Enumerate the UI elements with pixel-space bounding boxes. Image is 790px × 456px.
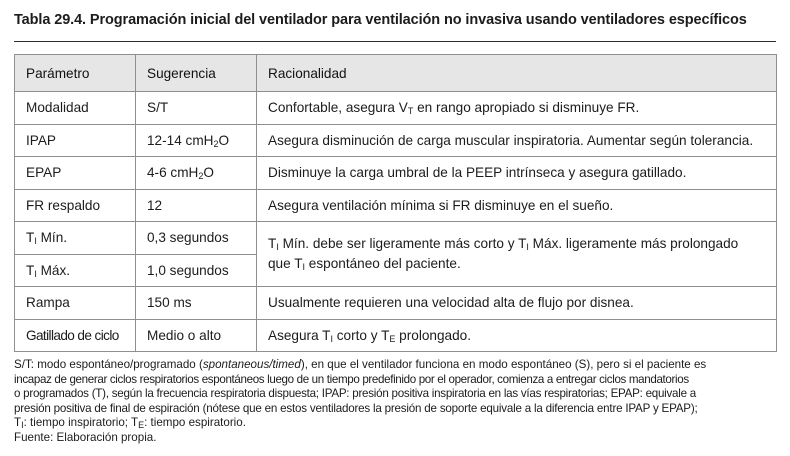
header-sugerencia: Sugerencia — [136, 55, 257, 92]
header-row — [15, 55, 777, 92]
table-row — [15, 287, 777, 320]
cell-parametro: FR respaldo — [15, 189, 136, 222]
cell-sugerencia: 0,3 segundos — [136, 222, 257, 255]
cell-parametro: IPAP — [15, 124, 136, 157]
cell-parametro: $T_I$ Máx. — [15, 254, 136, 287]
cell-parametro: Rampa — [15, 287, 136, 320]
cell-racionalidad: Asegura ventilación mínima si FR disminuye en el sueño. — [257, 189, 777, 222]
cell-racionalidad: Disminuye la carga umbral de la PEEP intrínseca y asegura gatillado. — [257, 157, 777, 190]
cell-racionalidad: Usualmente requieren una velocidad alta de flujo por disnea. — [257, 287, 777, 320]
footnote-line: incapaz de generar ciclos respiratorios espontáneos luego de un tiempo predefinido por el operador, comienza a entregar ciclos mandatorios — [14, 372, 689, 386]
table-row — [15, 92, 777, 125]
footnote-line: presión positiva de final de espiración (nótese que en estos ventiladores la presión de soporte equivale a la diferencia entre IPAP y EPAP); — [14, 401, 698, 415]
ventilator-settings-table — [14, 54, 777, 352]
title-divider — [14, 41, 776, 42]
cell-racionalidad: Asegura $T_I$ corto y $T_E$ prolongado. — [257, 319, 777, 352]
table-title: Tabla 29.4. Programación inicial del ventilador para ventilación no invasiva usando ventiladores específicos — [14, 12, 747, 28]
cell-sugerencia: 12-14 cmH$_2$O — [136, 124, 257, 157]
cell-parametro: $T_I$ Mín. — [15, 222, 136, 255]
cell-parametro: Gatillado de ciclo — [15, 319, 136, 352]
cell-sugerencia: S/T — [136, 92, 257, 125]
table-row — [15, 124, 777, 157]
cell-sugerencia: 12 — [136, 189, 257, 222]
footnote-line: $T_I$: tiempo inspiratorio; $T_E$: tiempo espiratorio. — [14, 416, 246, 431]
cell-sugerencia: 1,0 segundos — [136, 254, 257, 287]
cell-racionalidad-merged: $T_I$ Mín. debe ser ligeramente más corto y $T_I$ Máx. ligeramente más prolongado que $T_I$ espontáneo del paciente. — [257, 222, 777, 287]
header-racionalidad: Racionalidad — [257, 55, 777, 92]
table-row — [15, 189, 777, 222]
cell-sugerencia: 150 ms — [136, 287, 257, 320]
cell-sugerencia: Medio o alto — [136, 319, 257, 352]
cell-parametro: EPAP — [15, 157, 136, 190]
footnote-source: Fuente: Elaboración propia. — [14, 430, 157, 444]
cell-racionalidad: Asegura disminución de carga muscular inspiratoria. Aumentar según tolerancia. — [257, 124, 777, 157]
cell-sugerencia: 4-6 cmH$_2$O — [136, 157, 257, 190]
cell-racionalidad: Confortable, asegura $V_T$ en rango apropiado si disminuye FR. — [257, 92, 777, 125]
table-footnote — [14, 358, 782, 446]
cell-parametro: Modalidad — [15, 92, 136, 125]
table-row — [15, 222, 777, 255]
footnote-line: S/T: modo espontáneo/programado (spontaneous/timed), en que el ventilador funciona en modo espontáneo (S), pero si el paciente es — [14, 358, 707, 371]
table-row — [15, 319, 777, 352]
footnote-line: o programados (T), según la frecuencia respiratoria dispuesta; IPAP: presión positiva inspiratoria en las vías respiratorias; EPAP: equivale a — [14, 387, 696, 401]
table-row — [15, 157, 777, 190]
header-parametro: Parámetro — [15, 55, 136, 92]
